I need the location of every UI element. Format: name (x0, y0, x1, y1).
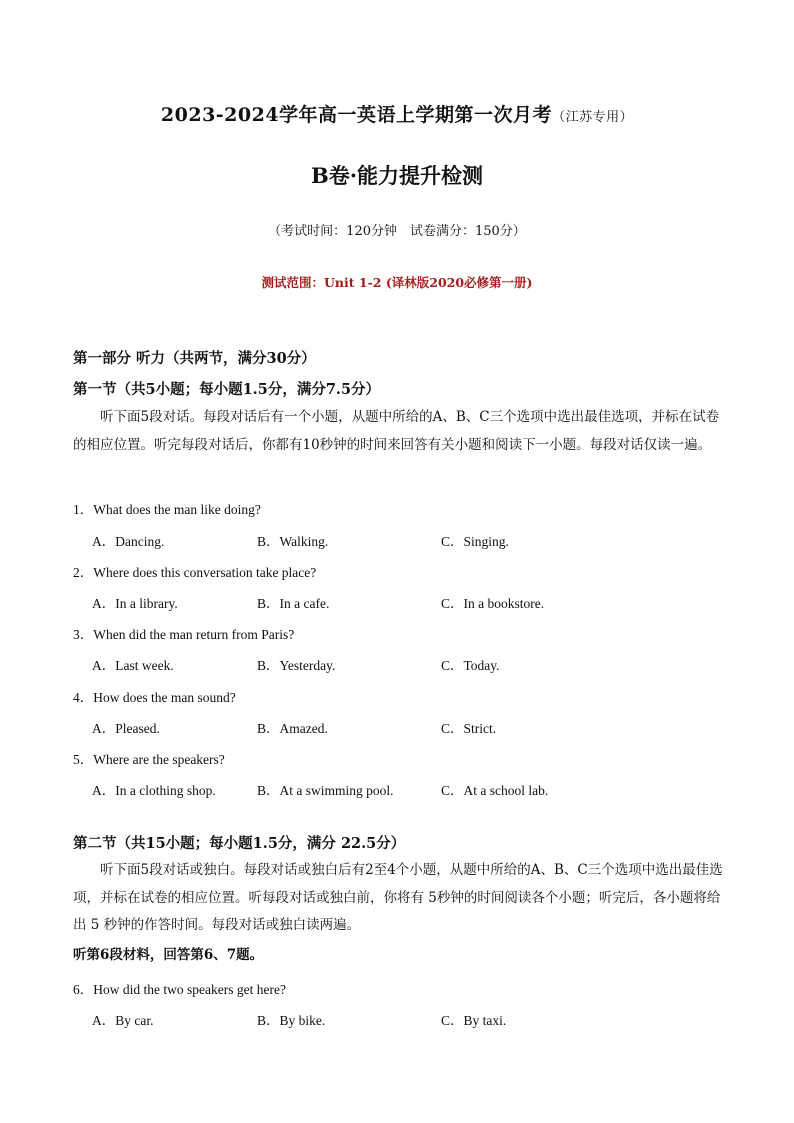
option-a[interactable]: A．By car. (92, 1013, 154, 1028)
question-2: 2．Where does this conversation take place? (73, 565, 317, 580)
question-2-options (92, 592, 732, 612)
section1-instructions (73, 404, 723, 459)
exam-info: （考试时间：120分钟 试卷满分：150分） (268, 224, 526, 239)
part1-heading: 第一部分 听力（共两节，满分30分） (73, 350, 316, 367)
option-c[interactable]: C．By taxi. (441, 1013, 507, 1028)
option-c[interactable]: C．Today. (441, 658, 500, 673)
option-c[interactable]: C．In a bookstore. (441, 596, 545, 611)
option-c[interactable]: C．Singing. (441, 534, 509, 549)
question-3: 3．When did the man return from Paris? (73, 627, 295, 642)
option-b[interactable]: B．In a cafe. (257, 596, 330, 611)
question-5-options (92, 779, 732, 799)
option-b[interactable]: B．Yesterday. (257, 658, 336, 673)
option-c[interactable]: C．Strict. (441, 721, 497, 736)
section1-instructions-text: 听下面5段对话。每段对话后有一个小题，从题中所给的A、B、C三个选项中选出最佳选项，并标在试卷的相应位置。听完每段对话后，你都有10秒钟的时间来回答有关小题和阅读下一小题。每段对话仅读一遍。 (73, 409, 720, 453)
option-b[interactable]: B．Walking. (257, 534, 329, 549)
option-b[interactable]: B．Amazed. (257, 721, 328, 736)
question-6: 6．How did the two speakers get here? (73, 982, 286, 997)
section2-instructions-text: 听下面5段对话或独白。每段对话或独白后有2至4个小题，从题中所给的A、B、C三个选项中选出最佳选项，并标在试卷的相应位置。听每段对话或独白前，你将有 5秒钟的时间阅读各个小题；听完后，各小题将给出 5 秒钟的作答时间。每段对话或独白读两遍。 (73, 862, 723, 933)
exam-title (0, 100, 794, 127)
question-1-options (92, 530, 732, 550)
material-6-note: 听第6段材料，回答第6、7题。 (73, 947, 264, 963)
question-4: 4．How does the man sound? (73, 690, 236, 705)
exam-subtitle: B卷·能力提升检测 (310, 163, 484, 188)
question-5: 5．Where are the speakers? (73, 752, 225, 767)
section1-heading: 第一节（共5小题；每小题1.5分，满分7.5分） (73, 381, 381, 398)
option-a[interactable]: A．In a clothing shop. (92, 783, 216, 798)
section2-instructions (73, 857, 723, 940)
section2-heading: 第二节（共15小题；每小题1.5分，满分 22.5分） (73, 835, 406, 852)
option-c[interactable]: C．At a school lab. (441, 783, 549, 798)
question-1: 1．What does the man like doing? (73, 502, 261, 517)
question-3-options (92, 654, 732, 674)
option-b[interactable]: B．At a swimming pool. (257, 783, 394, 798)
question-6-options (92, 1009, 732, 1029)
question-4-options (92, 717, 732, 737)
exam-title-main: 2023-2024学年高一英语上学期第一次月考 (160, 104, 553, 126)
option-a[interactable]: A．Last week. (92, 658, 174, 673)
option-b[interactable]: B．By bike. (257, 1013, 326, 1028)
option-a[interactable]: A．Dancing. (92, 534, 165, 549)
exam-title-suffix: （江苏专用） (552, 110, 634, 125)
option-a[interactable]: A．In a library. (92, 596, 178, 611)
test-scope: 测试范围：Unit 1-2 (译林版2020必修第一册) (261, 275, 533, 290)
option-a[interactable]: A．Pleased. (92, 721, 160, 736)
